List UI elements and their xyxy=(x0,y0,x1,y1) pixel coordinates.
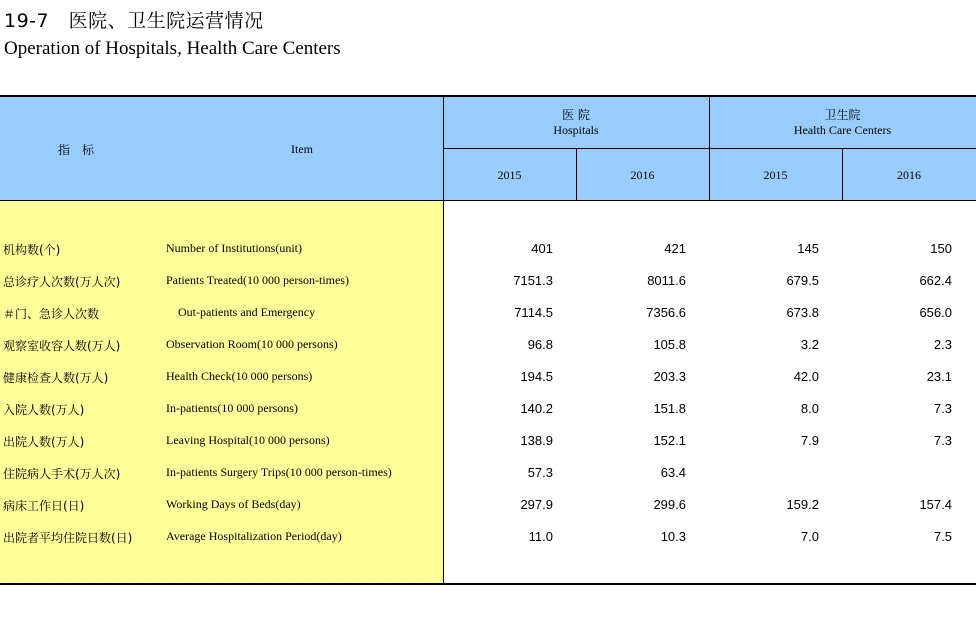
row-label-en: Leaving Hospital(10 000 persons) xyxy=(166,433,330,447)
row-label-cn: 出院者平均住院日数(日) xyxy=(3,531,133,545)
value-hospitals-2015: 140.2 xyxy=(520,401,553,416)
header-item-en: Item xyxy=(291,142,313,156)
header-year: 2015 xyxy=(763,168,788,182)
value-hospitals-2016: 105.8 xyxy=(653,337,686,352)
value-hcc-2016: 23.1 xyxy=(926,369,952,384)
header-hcc-en: Health Care Centers xyxy=(793,123,892,137)
row-label-cn: 健康检查人数(万人) xyxy=(3,371,109,385)
value-hcc-2016: 150 xyxy=(930,241,952,256)
row-label-en: Working Days of Beds(day) xyxy=(166,497,301,511)
value-hcc-2016: 2.3 xyxy=(933,337,952,352)
header-indicator-cn: 指 标 xyxy=(58,143,95,157)
value-hcc-2016: 7.5 xyxy=(933,529,952,544)
header-year: 2016 xyxy=(630,168,655,182)
value-hospitals-2015: 297.9 xyxy=(520,497,553,512)
table-row xyxy=(0,465,976,497)
value-hcc-2016: 656.0 xyxy=(919,305,952,320)
statistics-table xyxy=(0,95,976,585)
value-hospitals-2016: 203.3 xyxy=(653,369,686,384)
value-hcc-2015: 673.8 xyxy=(786,305,819,320)
table-row xyxy=(0,401,976,433)
top-rule xyxy=(0,95,976,97)
value-hospitals-2016: 63.4 xyxy=(660,465,686,480)
value-hcc-2016: 662.4 xyxy=(919,273,952,288)
value-hospitals-2016: 152.1 xyxy=(653,433,686,448)
value-hcc-2015: 8.0 xyxy=(800,401,819,416)
value-hcc-2015: 679.5 xyxy=(786,273,819,288)
value-hcc-2015: 7.9 xyxy=(800,433,819,448)
year-row-rule xyxy=(443,148,976,149)
row-label-cn: 观察室收容人数(万人) xyxy=(3,339,121,353)
row-label-en: Number of Institutions(unit) xyxy=(166,241,302,255)
row-label-en: In-patients Surgery Trips(10 000 person-times) xyxy=(166,465,392,479)
row-label-cn: ＃门、急诊人次数 xyxy=(3,307,100,321)
row-label-en: Average Hospitalization Period(day) xyxy=(166,529,342,543)
row-label-cn: 病床工作日(日) xyxy=(3,499,85,513)
table-row xyxy=(0,369,976,401)
row-label-en: Health Check(10 000 persons) xyxy=(166,369,313,383)
value-hcc-2016: 7.3 xyxy=(933,401,952,416)
value-hcc-2016: 7.3 xyxy=(933,433,952,448)
value-hcc-2015: 159.2 xyxy=(786,497,819,512)
row-label-en: Out-patients and Emergency xyxy=(178,305,316,319)
table-row xyxy=(0,273,976,305)
value-hospitals-2016: 421 xyxy=(664,241,686,256)
table-row xyxy=(0,433,976,465)
value-hospitals-2015: 7114.5 xyxy=(514,305,553,320)
table-row xyxy=(0,305,976,337)
value-hospitals-2015: 194.5 xyxy=(520,369,553,384)
row-label-cn: 总诊疗人次数(万人次) xyxy=(3,275,121,289)
row-label-cn: 出院人数(万人) xyxy=(3,435,85,449)
row-label-en: In-patients(10 000 persons) xyxy=(166,401,298,415)
value-hcc-2015: 42.0 xyxy=(793,369,819,384)
table-row xyxy=(0,529,976,561)
value-hospitals-2015: 11.0 xyxy=(528,529,553,544)
value-hospitals-2016: 7356.6 xyxy=(646,305,686,320)
value-hcc-2016: 157.4 xyxy=(919,497,952,512)
value-hospitals-2016: 151.8 xyxy=(653,401,686,416)
table-row xyxy=(0,337,976,369)
header-hospitals-en: Hospitals xyxy=(553,123,599,137)
value-hospitals-2015: 138.9 xyxy=(520,433,553,448)
table-title-en: Operation of Hospitals, Health Care Centers xyxy=(4,38,341,59)
value-hospitals-2016: 10.3 xyxy=(660,529,686,544)
value-hospitals-2016: 8011.6 xyxy=(647,273,686,288)
value-hospitals-2015: 57.3 xyxy=(527,465,553,480)
header-year: 2016 xyxy=(897,168,921,182)
table-title-cn: 19-7 医院、卫生院运营情况 xyxy=(4,10,264,32)
row-label-cn: 机构数(个) xyxy=(3,243,61,257)
value-hospitals-2015: 401 xyxy=(531,241,553,256)
value-hospitals-2016: 299.6 xyxy=(653,497,686,512)
header-hospitals-cn: 医 院 xyxy=(562,108,590,122)
table-row xyxy=(0,497,976,529)
bottom-rule xyxy=(0,583,976,585)
row-label-en: Observation Room(10 000 persons) xyxy=(166,337,338,351)
row-label-en: Patients Treated(10 000 person-times) xyxy=(166,273,349,287)
value-hospitals-2015: 96.8 xyxy=(527,337,553,352)
row-label-cn: 住院病人手术(万人次) xyxy=(3,467,121,481)
header-year: 2015 xyxy=(497,168,522,182)
header-hcc-cn: 卫生院 xyxy=(824,108,861,122)
table-row xyxy=(0,241,976,273)
row-label-cn: 入院人数(万人) xyxy=(3,403,85,417)
value-hcc-2015: 7.0 xyxy=(800,529,819,544)
header-bottom-rule xyxy=(0,200,976,201)
value-hospitals-2015: 7151.3 xyxy=(513,273,553,288)
value-hcc-2015: 145 xyxy=(797,241,819,256)
value-hcc-2015: 3.2 xyxy=(800,337,819,352)
